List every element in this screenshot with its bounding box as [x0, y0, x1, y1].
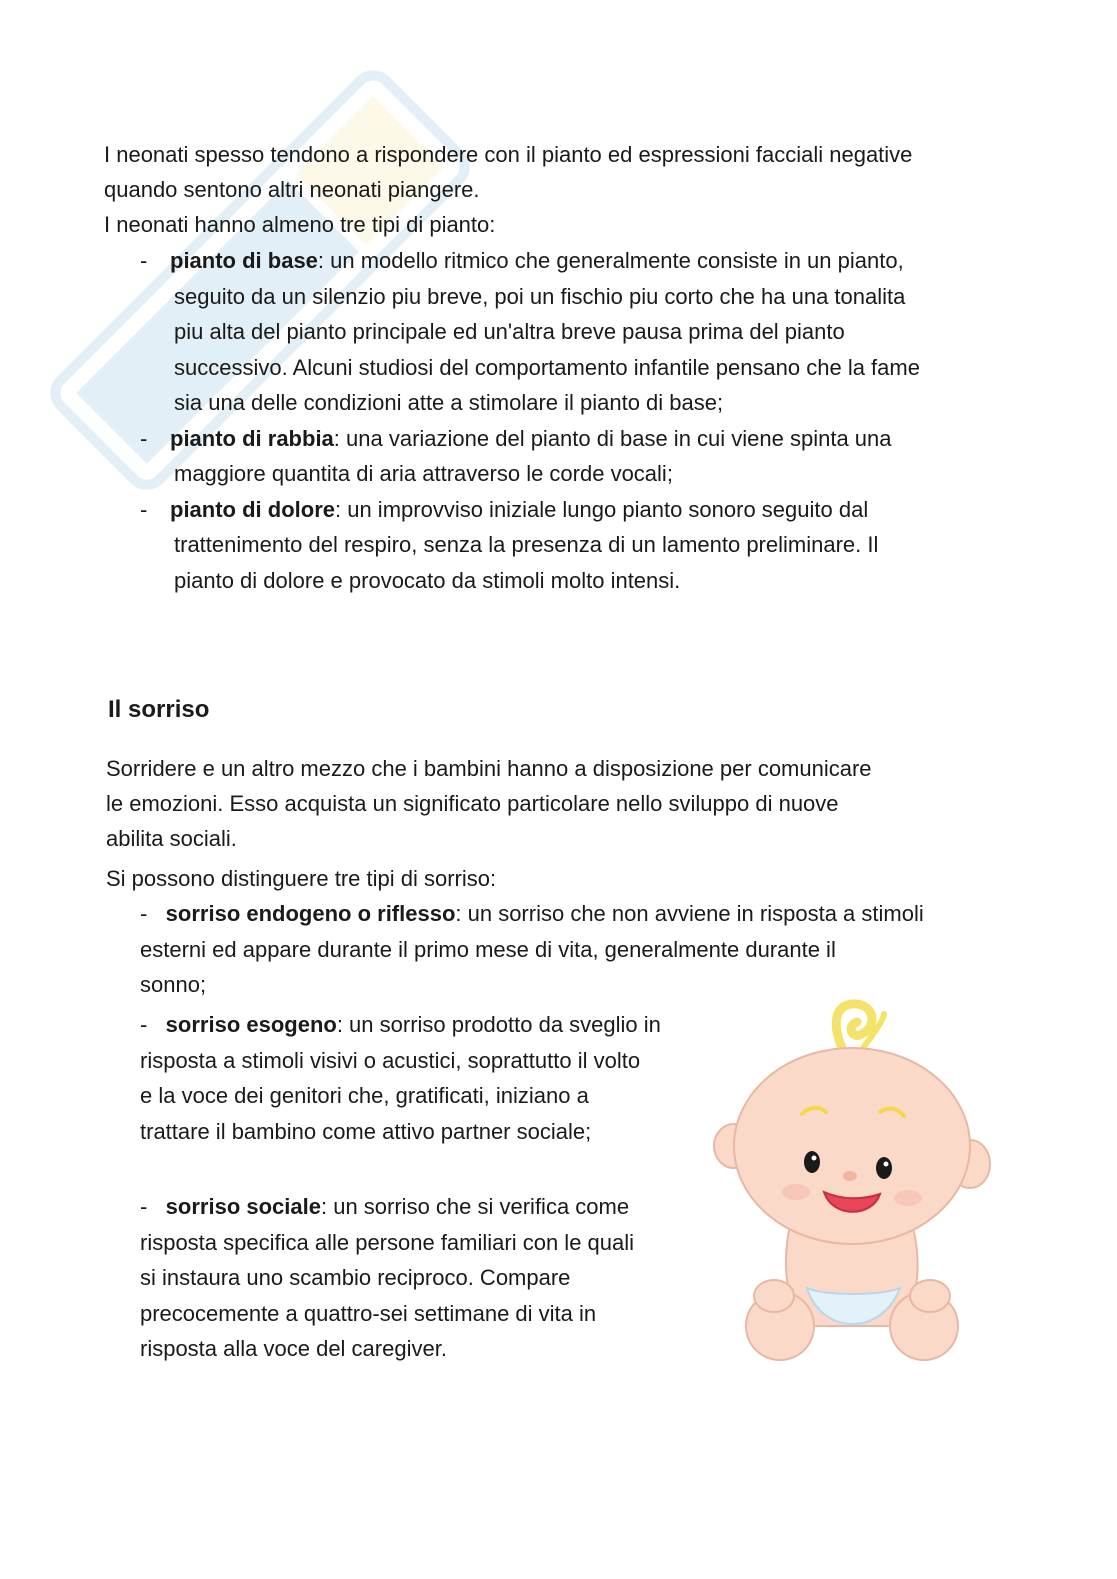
smile-para-line-2: le emozioni. Esso acquista un significato particolare nello sviluppo di nuove	[106, 791, 839, 816]
list-dash: -	[140, 1194, 148, 1219]
term-sorriso-esogeno: sorriso esogeno	[165, 1012, 337, 1037]
term-pianto-di-rabbia: pianto di rabbia	[170, 425, 334, 451]
term-sorriso-endogeno: sorriso endogeno o riflesso	[165, 901, 456, 926]
list-dash: -	[140, 248, 148, 273]
list-item: - sorriso esogeno: un sorriso prodotto da sveglio in risposta a stimoli visivi o acustici, soprattutto il volto e la voce dei genitori che, gratificati, iniziano a trattare il bambino come attivo partner sociale;	[140, 1012, 661, 1144]
list-dash: -	[140, 425, 148, 451]
list-dash: -	[140, 901, 148, 926]
list-dash: -	[140, 1012, 148, 1037]
term-sorriso-sociale: sorriso sociale	[165, 1194, 321, 1219]
crying-types-list	[140, 243, 1000, 598]
section-heading-il-sorriso: Il sorriso	[108, 696, 210, 723]
list-dash: -	[140, 496, 148, 522]
crying-intro-line-3: I neonati hanno almeno tre tipi di pianto:	[104, 212, 496, 237]
list-item: - sorriso endogeno o riflesso: un sorriso che non avviene in risposta a stimoli esterni ed appare durante il primo mese di vita, generalmente durante il sonno;	[140, 901, 924, 997]
smile-para-line-1: Sorridere e un altro mezzo che i bambini hanno a disposizione per comunicare	[106, 756, 872, 781]
baby-illustration	[712, 996, 992, 1376]
crying-intro-line-2: quando sentono altri neonati piangere.	[104, 177, 480, 202]
list-item: - pianto di rabbia: una variazione del pianto di base in cui viene spinta una maggiore quantita di aria attraverso le corde vocali;	[140, 421, 1000, 492]
list-item: - sorriso sociale: un sorriso che si verifica come risposta specifica alle persone familiari con le quali si instaura uno scambio reciproco. Compare precocemente a quattro-sei settimane di vita in risposta alla voce del caregiver.	[140, 1194, 635, 1361]
smile-intro: Si possono distinguere tre tipi di sorriso:	[106, 866, 497, 891]
smile-types-list-3	[140, 1189, 720, 1367]
crying-intro-line-1: I neonati spesso tendono a rispondere con il pianto ed espressioni facciali negative	[104, 142, 913, 167]
list-item: - pianto di base: un modello ritmico che generalmente consiste in un pianto, seguito da un silenzio piu breve, poi un fischio piu corto che ha una tonalita piu alta del pianto principale ed un'altra breve pausa prima del pianto successivo. Alcuni studiosi del comportamento infantile pensano che la fame sia una delle condizioni atte a stimolare il pianto di base;	[140, 243, 1000, 421]
smile-para-line-3: abilita sociali.	[106, 826, 237, 851]
list-item: - pianto di dolore: un improvviso iniziale lungo pianto sonoro seguito dal trattenimento del respiro, senza la presenza di un lamento preliminare. Il pianto di dolore e provocato da stimoli molto intensi.	[140, 492, 1000, 599]
term-pianto-di-base: pianto di base	[170, 248, 318, 273]
term-pianto-di-dolore: pianto di dolore	[170, 496, 335, 522]
smile-types-list-2	[140, 1007, 720, 1149]
smile-types-list	[140, 896, 1000, 1003]
